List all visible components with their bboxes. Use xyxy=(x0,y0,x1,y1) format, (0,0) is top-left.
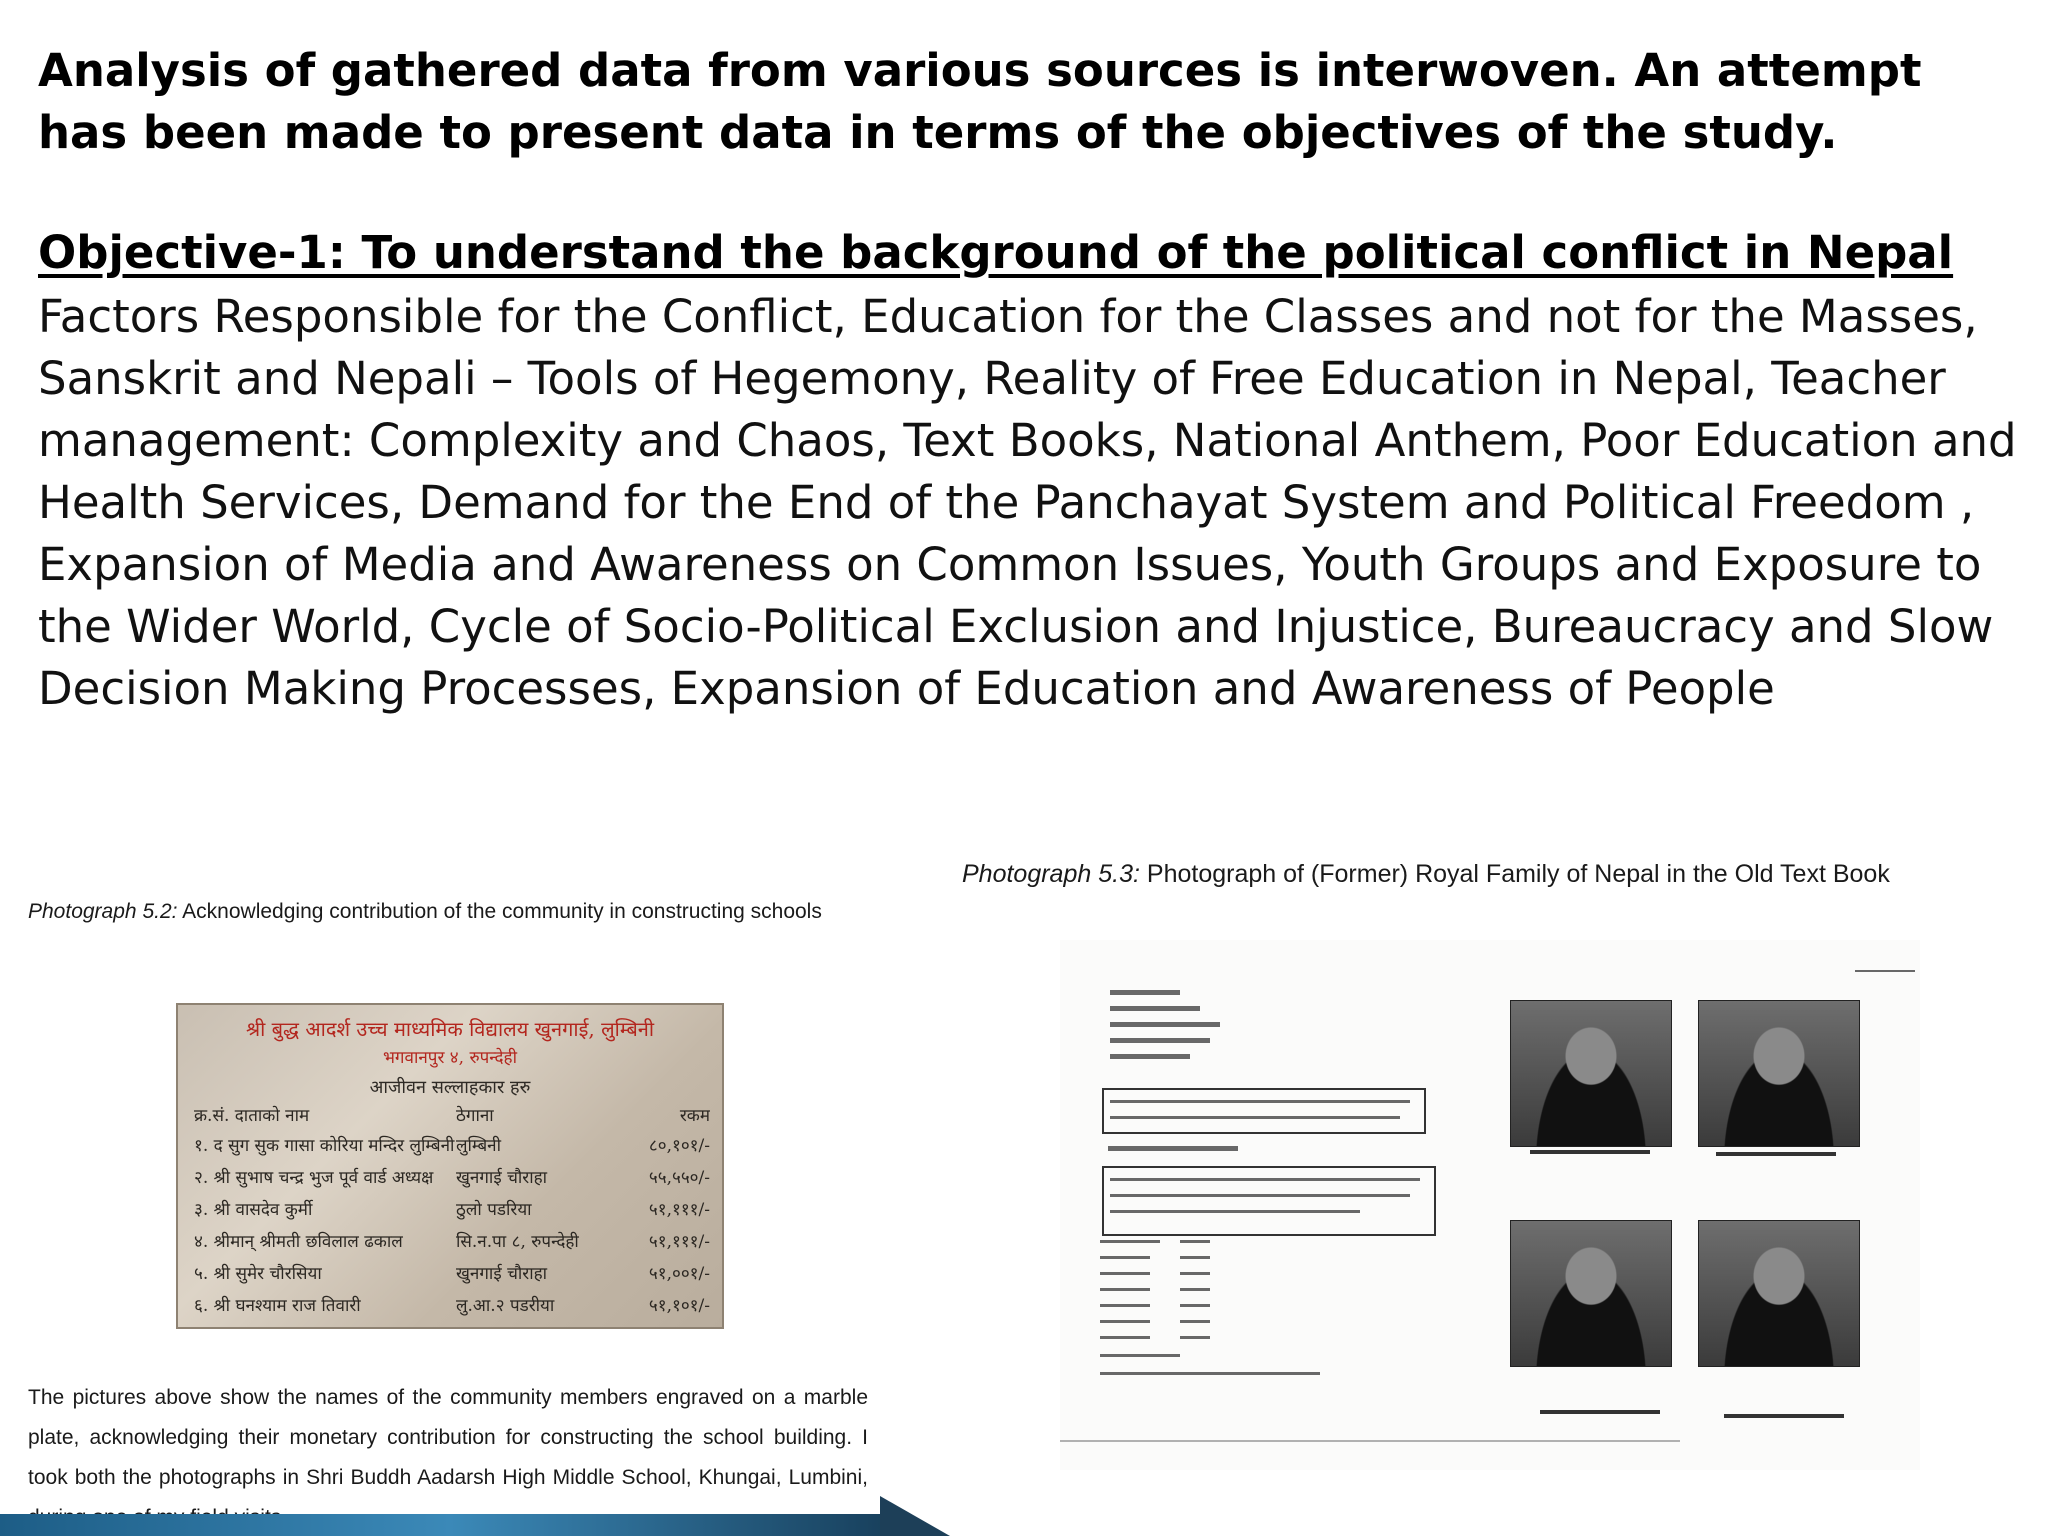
plate-header-row xyxy=(194,1103,710,1126)
plate-amount: ८०,१०१/- xyxy=(648,1136,710,1156)
photo-5-2-caption: Photograph 5.2: Acknowledging contribution of the community in constructing schools xyxy=(28,900,822,923)
portrait-photo xyxy=(1698,1220,1860,1367)
photo-caption-text: Acknowledging contribution of the community in constructing schools xyxy=(182,900,822,923)
marble-plate-photo xyxy=(176,1003,724,1329)
plate-donor: ३. श्री वासदेव कुर्मी xyxy=(194,1200,313,1220)
plate-place: खुनगाई चौराहा xyxy=(456,1264,548,1284)
plate-heading: आजीवन सल्लाहकार हरु xyxy=(369,1077,531,1098)
plate-school-name: श्री बुद्ध आदर्श उच्च माध्यमिक विद्यालय खुनगाई, लुम्बिनी xyxy=(245,1017,655,1041)
photo-number: 5.2 xyxy=(142,900,172,923)
plate-place: लु.आ.२ पडरीया xyxy=(456,1296,555,1316)
plate-row xyxy=(194,1197,710,1220)
plate-row xyxy=(194,1293,710,1316)
plate-amount: ५१,१११/- xyxy=(648,1232,710,1252)
intro-paragraph: Analysis of gathered data from various sources is interwoven. An attempt has been made to present data in terms of the objectives of the study. xyxy=(38,44,1922,159)
objective-heading xyxy=(38,222,2018,284)
plate-address: भगवानपुर ४, रुपन्देही xyxy=(382,1048,517,1068)
plate-amount: ५१,१११/- xyxy=(648,1200,710,1220)
plate-donor: ५. श्री सुमेर चौरसिया xyxy=(194,1264,322,1284)
plate-row xyxy=(194,1229,710,1252)
portrait-photo xyxy=(1698,1000,1860,1147)
plate-row xyxy=(194,1261,710,1284)
plate-amount: ५१,००१/- xyxy=(648,1264,710,1284)
plate-amount: ५५,५५०/- xyxy=(648,1168,710,1188)
photo-caption-text: Photograph of (Former) Royal Family of Nepal in the Old Text Book xyxy=(1146,860,1890,888)
plate-place: खुनगाई चौराहा xyxy=(456,1168,548,1188)
plate-donor: १. द सुग सुक गासा कोरिया मन्दिर लुम्बिनी xyxy=(194,1136,455,1156)
photo-label: Photograph xyxy=(962,860,1092,888)
portrait-photo xyxy=(1510,1220,1672,1367)
slide-footer-bar xyxy=(0,1514,900,1536)
plate-amount: ५१,१०१/- xyxy=(648,1296,710,1316)
photo-description: The pictures above show the names of the community members engraved on a marble plate, acknowledging their monetary contribution for constructing the school building. I took both the photographs in Shri Buddh Aadarsh High Middle School, Khungai, Lumbini, xyxy=(28,1386,868,1489)
plate-donor: ४. श्रीमान् श्रीमती छविलाल ढकाल xyxy=(194,1232,403,1252)
photo-number: 5.3 xyxy=(1098,860,1133,888)
slide-footer-swoosh xyxy=(880,1496,950,1536)
plate-row xyxy=(194,1133,710,1156)
plate-place: सि.न.पा ८, रुपन्देही xyxy=(456,1232,579,1252)
plate-header-address: ठेगाना xyxy=(456,1106,494,1126)
photo-5-3-caption: Photograph 5.3: Photograph of (Former) Royal Family of Nepal in the Old Text Book xyxy=(962,860,1890,888)
plate-header-amount: रकम xyxy=(679,1106,710,1126)
photo-label: Photograph xyxy=(28,900,137,923)
textbook-page-photo xyxy=(1060,940,1920,1470)
plate-donor: ६. श्री घनश्याम राज तिवारी xyxy=(194,1296,361,1316)
factors-paragraph: Factors Responsible for the Conflict, Education for the Classes and not for the Masses, Sanskrit and Nepali – Tools of Hegemony, Reality of Free Education in Nepal, Teacher management: Complexity and Chaos, Text Books, National Anthem, Poor Education and Health Services, Demand for the End of the Panchayat System and Political Freedom , Expansion of Media and Awareness on Common Issues, Youth Groups and Exposure to the Wider World, Cycle of Socio-Political Exclusion and Injustice, Bureaucracy and Slow Decision Making Processes, Expansion of Education and Awareness of People xyxy=(38,290,2017,715)
plate-place: लुम्बिनी xyxy=(456,1136,501,1156)
portrait-photo xyxy=(1510,1000,1672,1147)
objective-title: Objective-1: To understand the background of the political conflict in Nepal xyxy=(38,226,1954,279)
plate-donor: २. श्री सुभाष चन्द्र भुज पूर्व वार्ड अध्यक्ष xyxy=(194,1168,434,1188)
plate-header-name: क्र.सं. दाताको नाम xyxy=(194,1106,310,1126)
plate-row xyxy=(194,1165,710,1188)
plate-place: ठुलो पडरिया xyxy=(456,1200,532,1220)
